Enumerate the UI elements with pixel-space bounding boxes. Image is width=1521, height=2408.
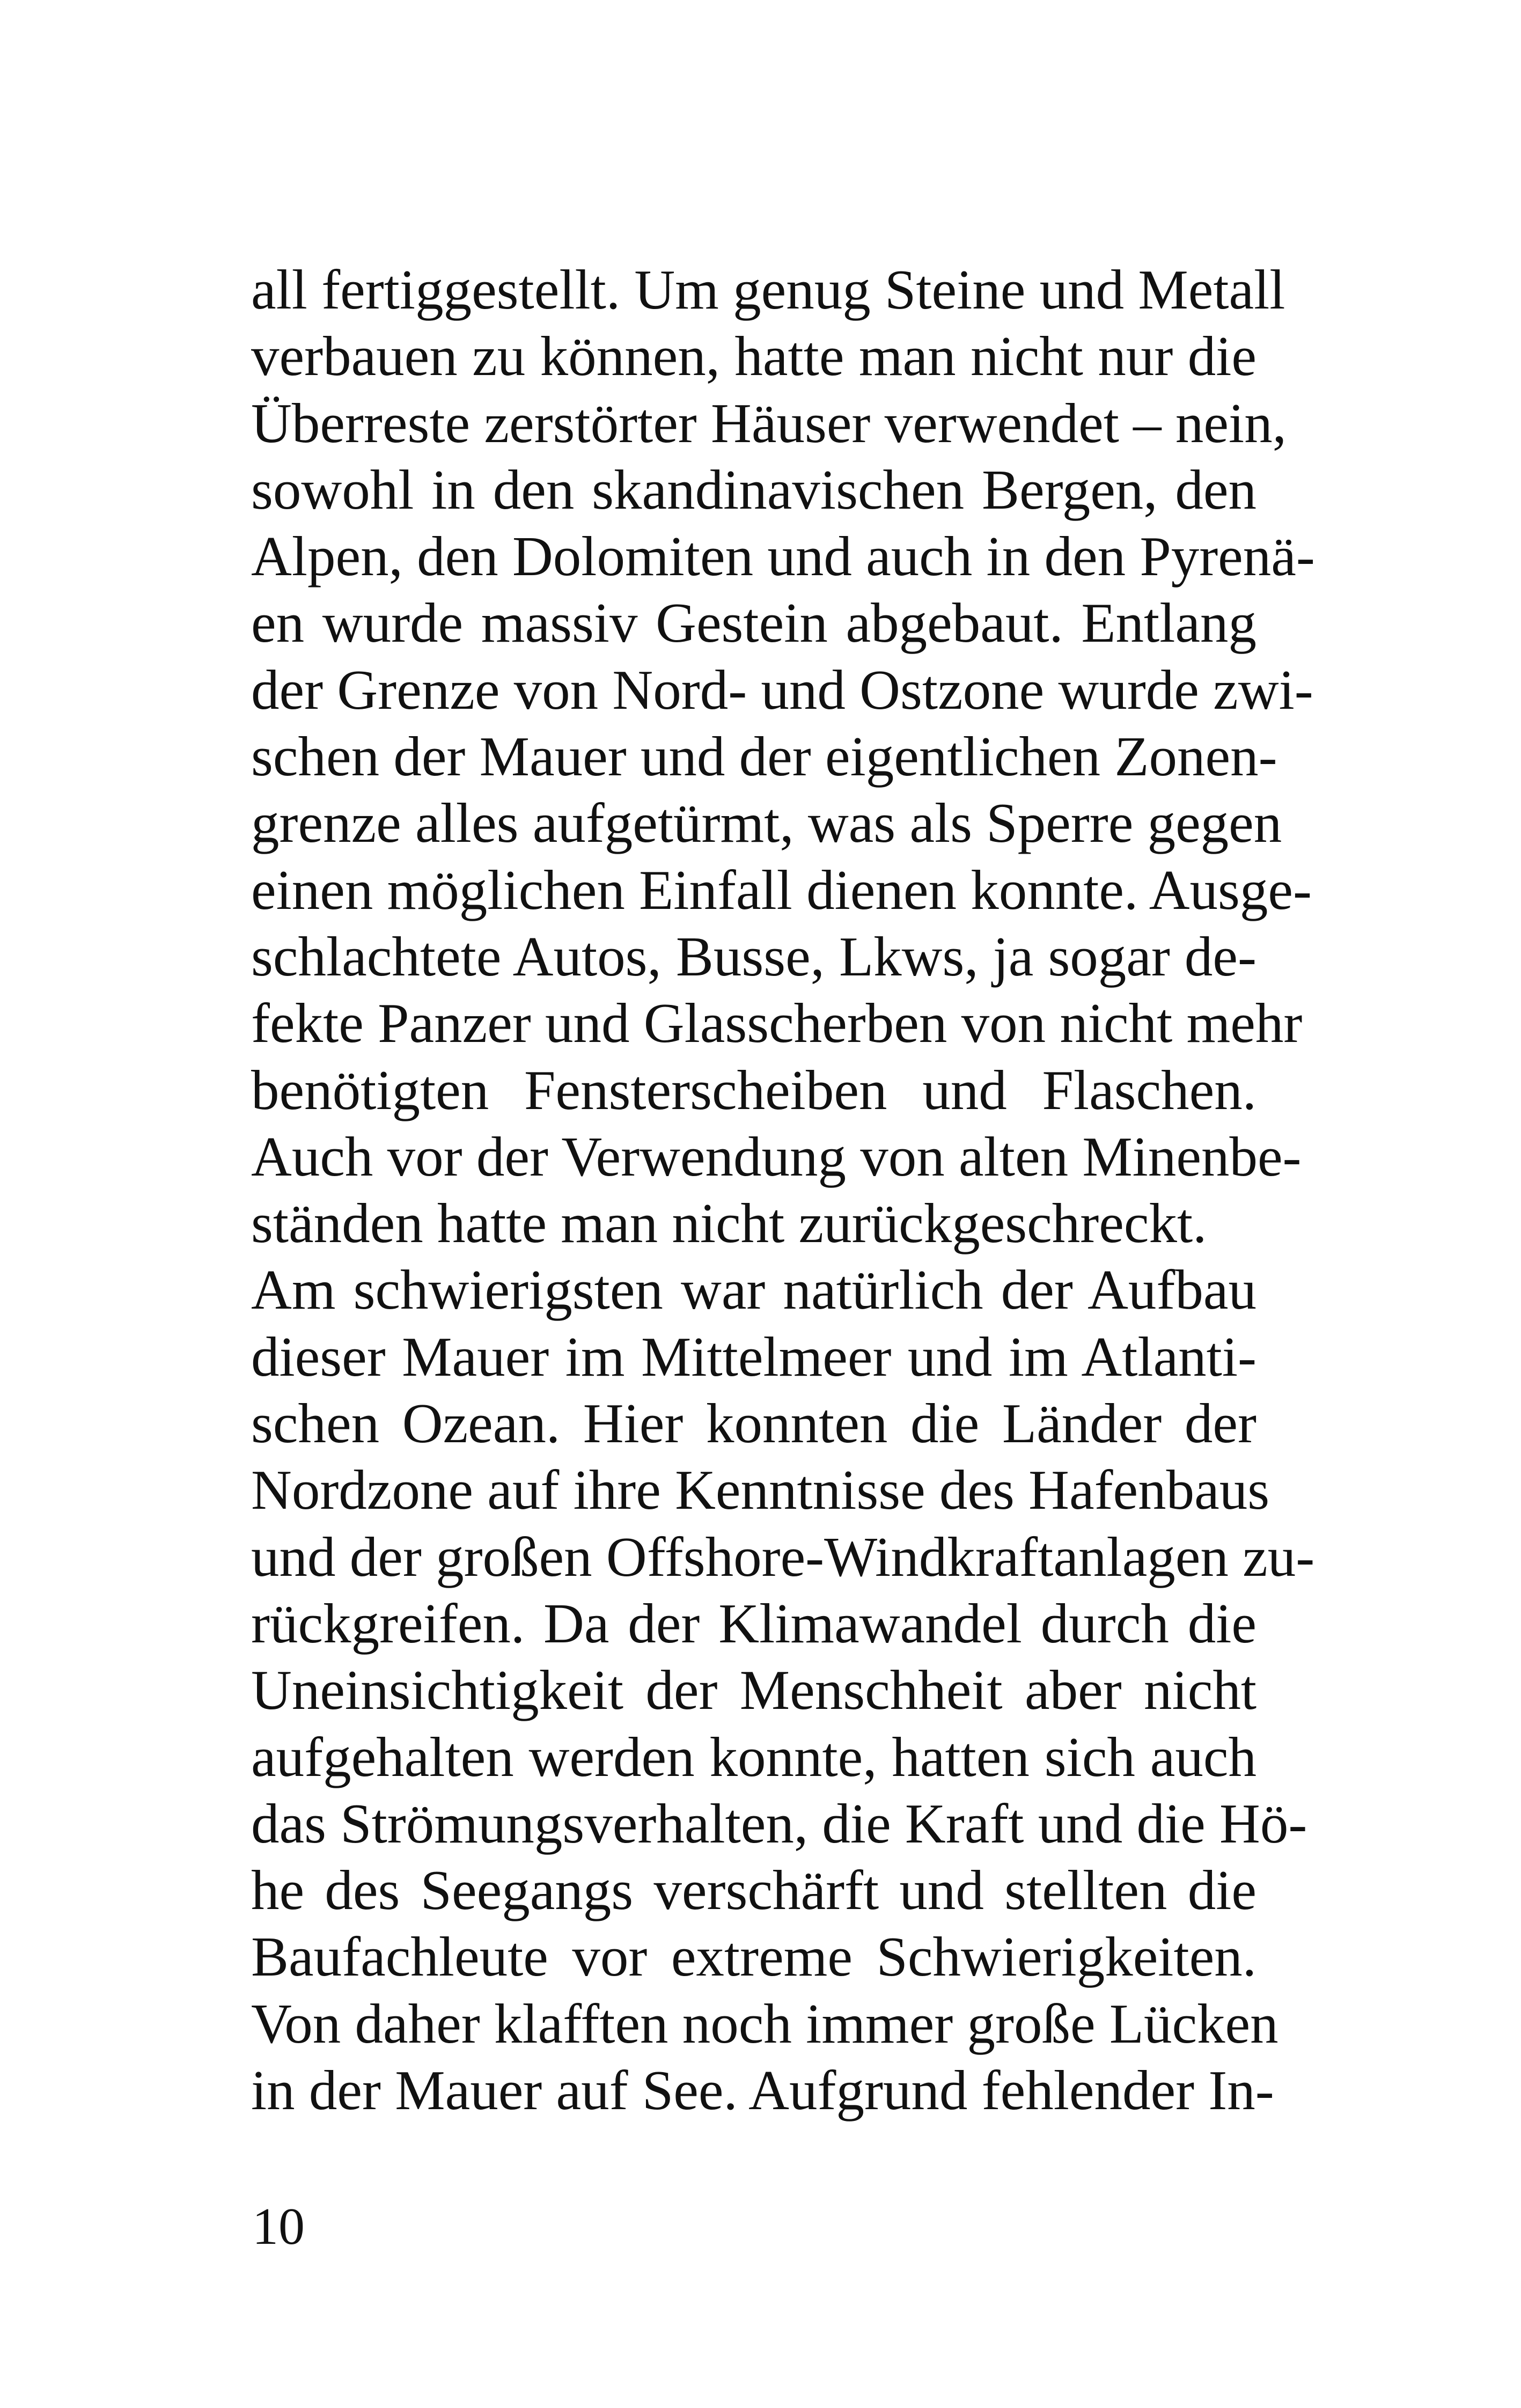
text-line: grenze alles aufgetürmt, was als Sperre gegen <box>251 791 1282 855</box>
text-line: Überreste zerstörter Häuser verwendet – nein, <box>251 391 1287 454</box>
text-line: und der großen Offshore-Windkraftanlagen zu- <box>251 1525 1315 1588</box>
text-line: Alpen, den Dolomiten und auch in den Pyrenä- <box>251 525 1315 588</box>
text-line: das Strömungsverhalten, die Kraft und die Hö- <box>251 1792 1307 1855</box>
text-line: der Grenze von Nord- und Ostzone wurde zwi- <box>251 658 1313 721</box>
text-line: schen der Mauer und der eigentlichen Zonen- <box>251 725 1277 788</box>
text-line: in der Mauer auf See. Aufgrund fehlender In- <box>251 2059 1274 2122</box>
text-line: all fertiggestellt. Um genug Steine und Metall <box>251 258 1285 321</box>
body-text <box>251 256 1315 2124</box>
text-line: schen Ozean. Hier konnten die Länder der <box>251 1392 1257 1455</box>
text-line: en wurde massiv Gestein abgebaut. Entlang <box>251 591 1257 655</box>
text-line: sowohl in den skandinavischen Bergen, den <box>251 458 1257 521</box>
page-number: 10 <box>252 2198 305 2256</box>
text-line: verbauen zu können, hatte man nicht nur die <box>251 325 1257 388</box>
text-line: Nordzone auf ihre Kenntnisse des Hafenbaus <box>251 1458 1270 1522</box>
text-line: einen möglichen Einfall dienen konnte. Ausge- <box>251 858 1312 921</box>
text-line: fekte Panzer und Glasscherben von nicht mehr <box>251 992 1303 1055</box>
text-line: aufgehalten werden konnte, hatten sich auch <box>251 1725 1257 1788</box>
text-line: Am schwierigsten war natürlich der Aufbau <box>251 1258 1257 1322</box>
text-line: he des Seegangs verschärft und stellten die <box>251 1859 1257 1922</box>
text-line: benötigten Fensterscheiben und Flaschen. <box>251 1058 1257 1121</box>
text-line: Baufachleute vor extreme Schwierigkeiten. <box>251 1925 1257 1988</box>
text-line: dieser Mauer im Mittelmeer und im Atlanti- <box>251 1325 1257 1388</box>
text-line: Auch vor der Verwendung von alten Minenbe- <box>251 1125 1302 1188</box>
text-line: schlachtete Autos, Busse, Lkws, ja sogar de- <box>251 924 1257 988</box>
text-line: rückgreifen. Da der Klimawandel durch die <box>251 1591 1257 1655</box>
text-line: Uneinsichtigkeit der Menschheit aber nicht <box>251 1658 1257 1722</box>
text-line: Von daher klafften noch immer große Lücken <box>251 1992 1278 2055</box>
text-line: ständen hatte man nicht zurückgeschreckt. <box>251 1192 1207 1255</box>
